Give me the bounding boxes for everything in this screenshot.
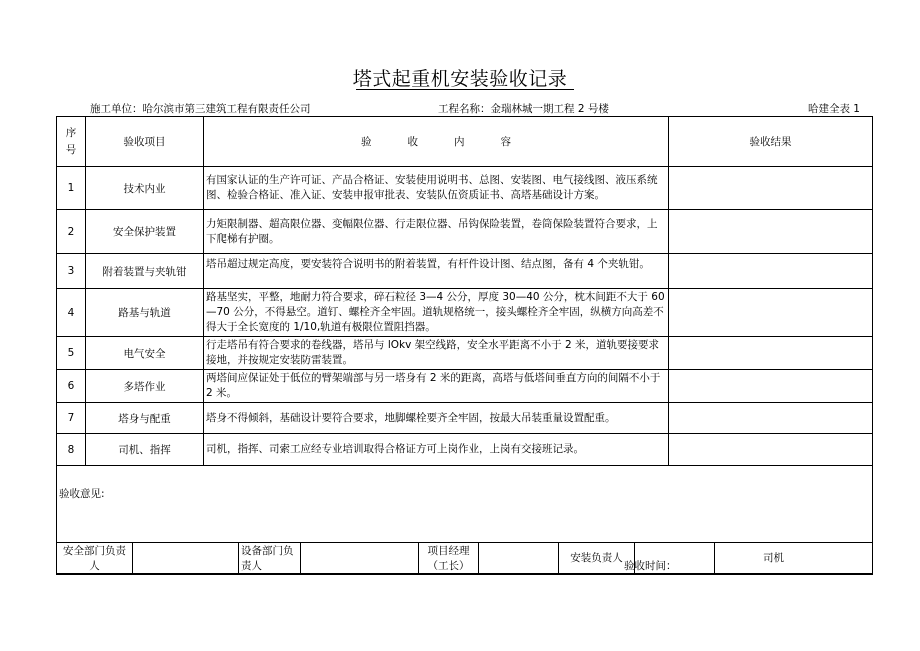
table-row <box>57 370 873 403</box>
equipment-dept-label <box>239 543 301 575</box>
table-row <box>57 167 873 210</box>
row-result-cell[interactable] <box>669 254 873 289</box>
row-result-cell[interactable] <box>669 434 873 466</box>
row-content: 行走塔吊有符合要求的卷线器，塔吊与 lOkv 架空线路，安全水平距离不小于 2 米，道轨要接要求接地，并按规定安装防雷装置。 <box>204 337 669 370</box>
row-no: 2 <box>57 210 86 254</box>
pm-label-l2: （工长） <box>427 559 470 572</box>
construction-unit: 施工单位：哈尔滨市第三建筑工程有限责任公司 <box>90 103 311 115</box>
equipment-dept-label-l2: 责人 <box>241 559 262 572</box>
row-content: 力矩限制器、超高限位器、变幅限位器、行走限位器、吊钩保险装置，卷筒保险装置符合要求，上下爬梯有护圈。 <box>204 210 669 254</box>
equipment-dept-label-l1: 设备部门负 <box>241 544 294 557</box>
install-lead-label: 安装负责人 <box>559 543 635 575</box>
pm-sign[interactable] <box>479 543 559 575</box>
row-result-cell[interactable] <box>669 167 873 210</box>
safety-dept-label-l1: 安全部门负责 <box>63 544 126 557</box>
table-header-row <box>57 117 873 167</box>
row-item: 塔身与配重 <box>86 403 204 434</box>
row-no: 1 <box>57 167 86 210</box>
driver-label: 司机 <box>763 552 784 564</box>
acceptance-table <box>56 116 873 574</box>
row-content: 司机，指挥、司索工应经专业培训取得合格证方可上岗作业，上岗有交接班记录。 <box>204 434 669 466</box>
row-result-cell[interactable] <box>669 403 873 434</box>
safety-dept-label-l2: 人 <box>89 559 100 572</box>
safety-dept-sign[interactable] <box>133 543 239 575</box>
header-result: 验收结果 <box>669 117 873 167</box>
header-content-label: 验收内容 <box>361 136 547 148</box>
row-item: 附着装置与夹轨钳 <box>86 254 204 289</box>
title-underline <box>356 89 574 90</box>
table-row <box>57 210 873 254</box>
header-content <box>204 117 669 167</box>
signature-row <box>57 543 873 575</box>
opinion-time-label: 验收时间： <box>624 560 677 572</box>
header-no-line1: 序 <box>65 126 77 139</box>
row-item: 司机、指挥 <box>86 434 204 466</box>
row-item: 安全保护装置 <box>86 210 204 254</box>
row-item: 路基与轨道 <box>86 289 204 337</box>
page-title: 塔式起重机安装验收记录 <box>352 68 568 90</box>
header-no-line2: 号 <box>65 143 77 156</box>
row-no: 6 <box>57 370 86 403</box>
row-no: 3 <box>57 254 86 289</box>
row-no: 4 <box>57 289 86 337</box>
header-item: 验收项目 <box>86 117 204 167</box>
row-no: 8 <box>57 434 86 466</box>
row-result-cell[interactable] <box>669 289 873 337</box>
pm-label-l1: 项目经理 <box>427 544 470 557</box>
table-row <box>57 403 873 434</box>
safety-dept-label <box>57 543 133 575</box>
table-row <box>57 434 873 466</box>
signature-table <box>56 542 873 575</box>
opinion-label: 验收意见: <box>59 488 105 500</box>
row-content: 塔吊超过规定高度，要安装符合说明书的附着装置，有杆件设计图、结点图，备有 4 个夹轨钳。 <box>204 254 669 289</box>
equipment-dept-sign[interactable] <box>301 543 419 575</box>
table-row <box>57 337 873 370</box>
form-number: 哈建全表 1 <box>807 103 860 115</box>
row-content: 有国家认证的生产许可证、产品合格证、安装使用说明书、总图、安装图、电气接线图、液压系统图、检验合格证、准入证、安装申报审批表、安装队伍资质证书、高塔基础设计方案。 <box>204 167 669 210</box>
row-no: 7 <box>57 403 86 434</box>
row-content: 塔身不得倾斜，基础设计要符合要求，地脚螺栓要齐全牢固，按最大吊装重量设置配重。 <box>204 403 669 434</box>
row-item: 技术内业 <box>86 167 204 210</box>
row-content: 两塔间应保证处于低位的臂架端部与另一塔身有 2 米的距离，高塔与低塔间垂直方向的间隔不小于 2 米。 <box>204 370 669 403</box>
install-lead-sign[interactable] <box>635 543 715 575</box>
project-name: 工程名称：金瑞林城一期工程 2 号楼 <box>438 103 609 115</box>
row-item: 电气安全 <box>86 337 204 370</box>
row-content: 路基坚实，平整，地耐力符合要求，碎石粒径 3—4 公分，厚度 30—40 公分，枕木间距不大于 60—70 公分，不得悬空。道钉、螺栓齐全牢固。道轨规格统一，接头螺栓齐全牢固，纵横方向高差不得大于全长宽度的 1/10,轨道有极限位置阻挡器。 <box>204 289 669 337</box>
row-item: 多塔作业 <box>86 370 204 403</box>
row-result-cell[interactable] <box>669 370 873 403</box>
header-no <box>57 117 86 167</box>
pm-label <box>419 543 479 575</box>
table-row <box>57 289 873 337</box>
row-result-cell[interactable] <box>669 210 873 254</box>
row-result-cell[interactable] <box>669 337 873 370</box>
table-row <box>57 254 873 289</box>
driver-cell[interactable] <box>715 543 873 575</box>
row-no: 5 <box>57 337 86 370</box>
